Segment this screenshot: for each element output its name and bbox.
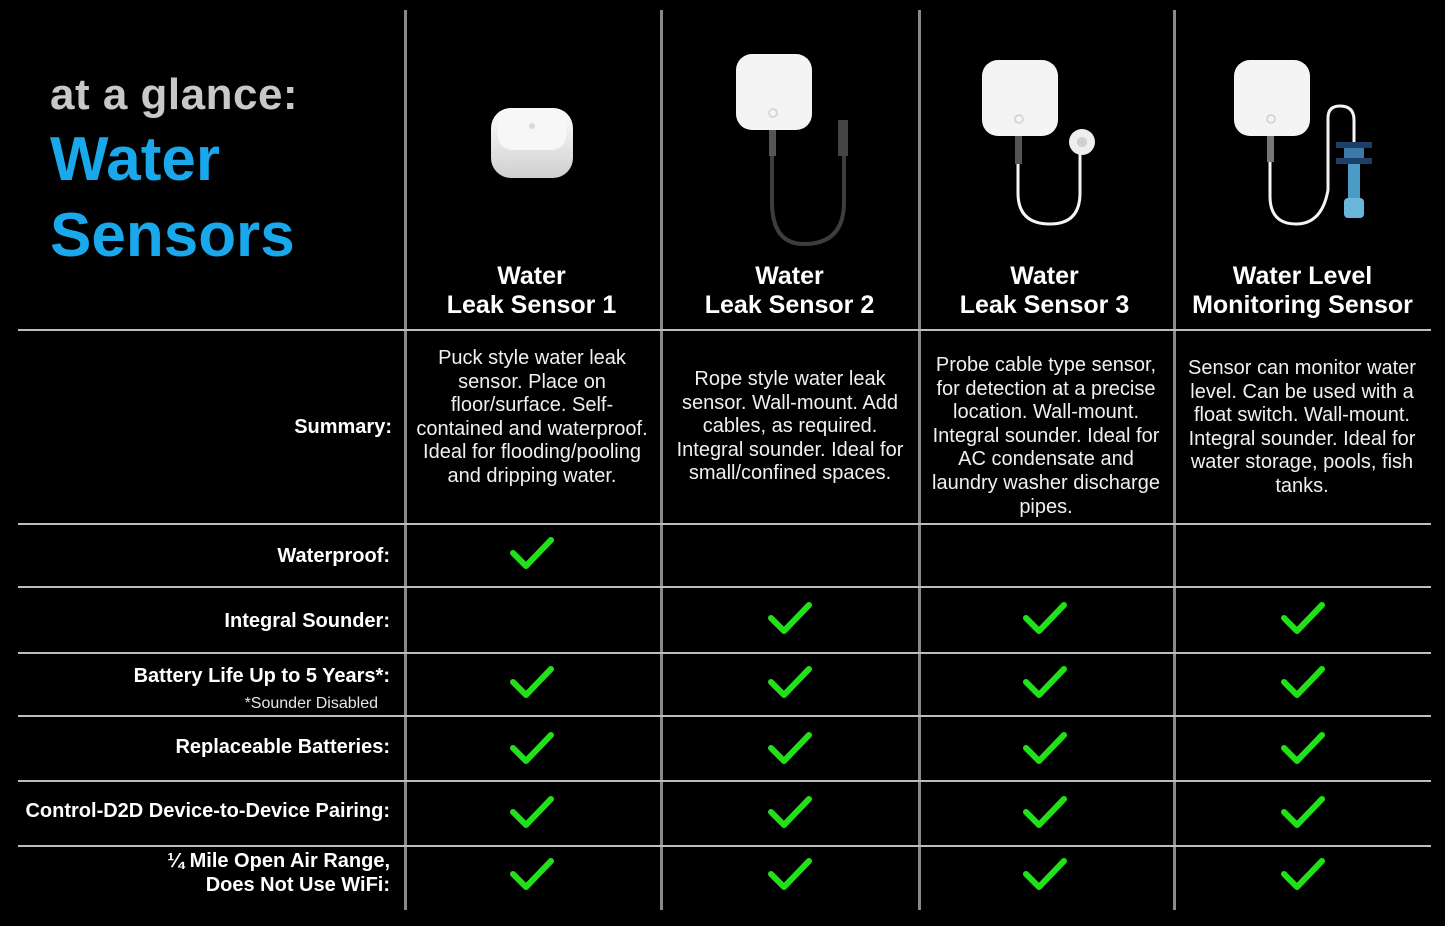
column-header-line2: Leak Sensor 3 <box>959 291 1130 319</box>
feature-label-range <box>20 849 390 897</box>
check-icon <box>1023 795 1067 829</box>
column-divider <box>404 10 407 910</box>
column-header-line1: Water <box>1010 262 1079 290</box>
puck-sensor-image <box>486 100 578 184</box>
check-icon <box>768 795 812 829</box>
heading-title-line1: Water <box>50 125 220 194</box>
row-divider <box>18 329 1431 331</box>
summary-label: Summary: <box>294 416 392 438</box>
check-icon <box>1023 857 1067 891</box>
row-divider <box>18 845 1431 847</box>
row-divider <box>18 523 1431 525</box>
column-header-line1: Water <box>497 262 566 290</box>
feature-label-range-line2: Does Not Use WiFi: <box>205 874 390 896</box>
feature-label-waterproof: Waterproof: <box>277 545 390 567</box>
feature-label-replaceable-batteries: Replaceable Batteries: <box>175 736 390 758</box>
check-icon <box>510 731 554 765</box>
level-sensor-image <box>1232 58 1380 230</box>
column-divider <box>918 10 921 910</box>
column-header-line2: Monitoring Sensor <box>1192 291 1413 319</box>
summary-text-3: Probe cable type sensor, for detection at a precise location. Wall-mount. Integral sounder. Ideal for AC condensate and laundry washer discharge pipes. <box>932 354 1160 518</box>
column-header-line1: Water <box>755 262 824 290</box>
column-header-line1: Water Level <box>1232 262 1373 290</box>
check-icon <box>1281 731 1325 765</box>
column-divider <box>660 10 663 910</box>
row-divider <box>18 780 1431 782</box>
heading-title <box>50 122 295 274</box>
summary-text-2: Rope style water leak sensor. Wall-mount. Add cables, as required. Integral sounder. Ideal for small/confined spaces. <box>676 368 904 485</box>
check-icon <box>1281 665 1325 699</box>
feature-label-range-line1: ¼ Mile Open Air Range, <box>167 850 390 872</box>
feature-label-integral-sounder: Integral Sounder: <box>224 610 390 632</box>
row-divider <box>18 715 1431 717</box>
probe-sensor-image <box>980 58 1100 230</box>
check-icon <box>1281 601 1325 635</box>
check-icon <box>510 795 554 829</box>
summary-text-1: Puck style water leak sensor. Place on floor/surface. Self-contained and waterproof. Ideal for flooding/pooling and dripping water. <box>416 347 648 487</box>
check-icon <box>768 665 812 699</box>
column-header-3 <box>917 262 1172 320</box>
feature-label-battery-life: Battery Life Up to 5 Years*: <box>133 665 390 687</box>
feature-label-d2d-pairing: Control-D2D Device-to-Device Pairing: <box>25 800 390 822</box>
column-header-2 <box>662 262 917 320</box>
heading-subtitle: at a glance: <box>50 70 299 119</box>
column-divider <box>1173 10 1176 910</box>
row-divider <box>18 586 1431 588</box>
feature-footnote-sounder-disabled: *Sounder Disabled <box>244 695 378 712</box>
row-divider <box>18 652 1431 654</box>
check-icon <box>1023 601 1067 635</box>
check-icon <box>768 731 812 765</box>
rope-sensor-image <box>734 52 854 250</box>
check-icon <box>1281 795 1325 829</box>
heading-title-line2: Sensors <box>50 201 295 270</box>
check-icon <box>768 857 812 891</box>
column-header-line2: Leak Sensor 1 <box>446 291 617 319</box>
check-icon <box>510 665 554 699</box>
check-icon <box>1023 731 1067 765</box>
check-icon <box>510 536 554 570</box>
column-header-4 <box>1175 262 1430 320</box>
summary-text-4: Sensor can monitor water level. Can be used with a float switch. Wall-mount. Integral sounder. Ideal for water storage, pools, fish tanks. <box>1188 357 1416 497</box>
check-icon <box>768 601 812 635</box>
check-icon <box>1281 857 1325 891</box>
check-icon <box>510 857 554 891</box>
column-header-1 <box>404 262 659 320</box>
column-header-line2: Leak Sensor 2 <box>704 291 875 319</box>
check-icon <box>1023 665 1067 699</box>
